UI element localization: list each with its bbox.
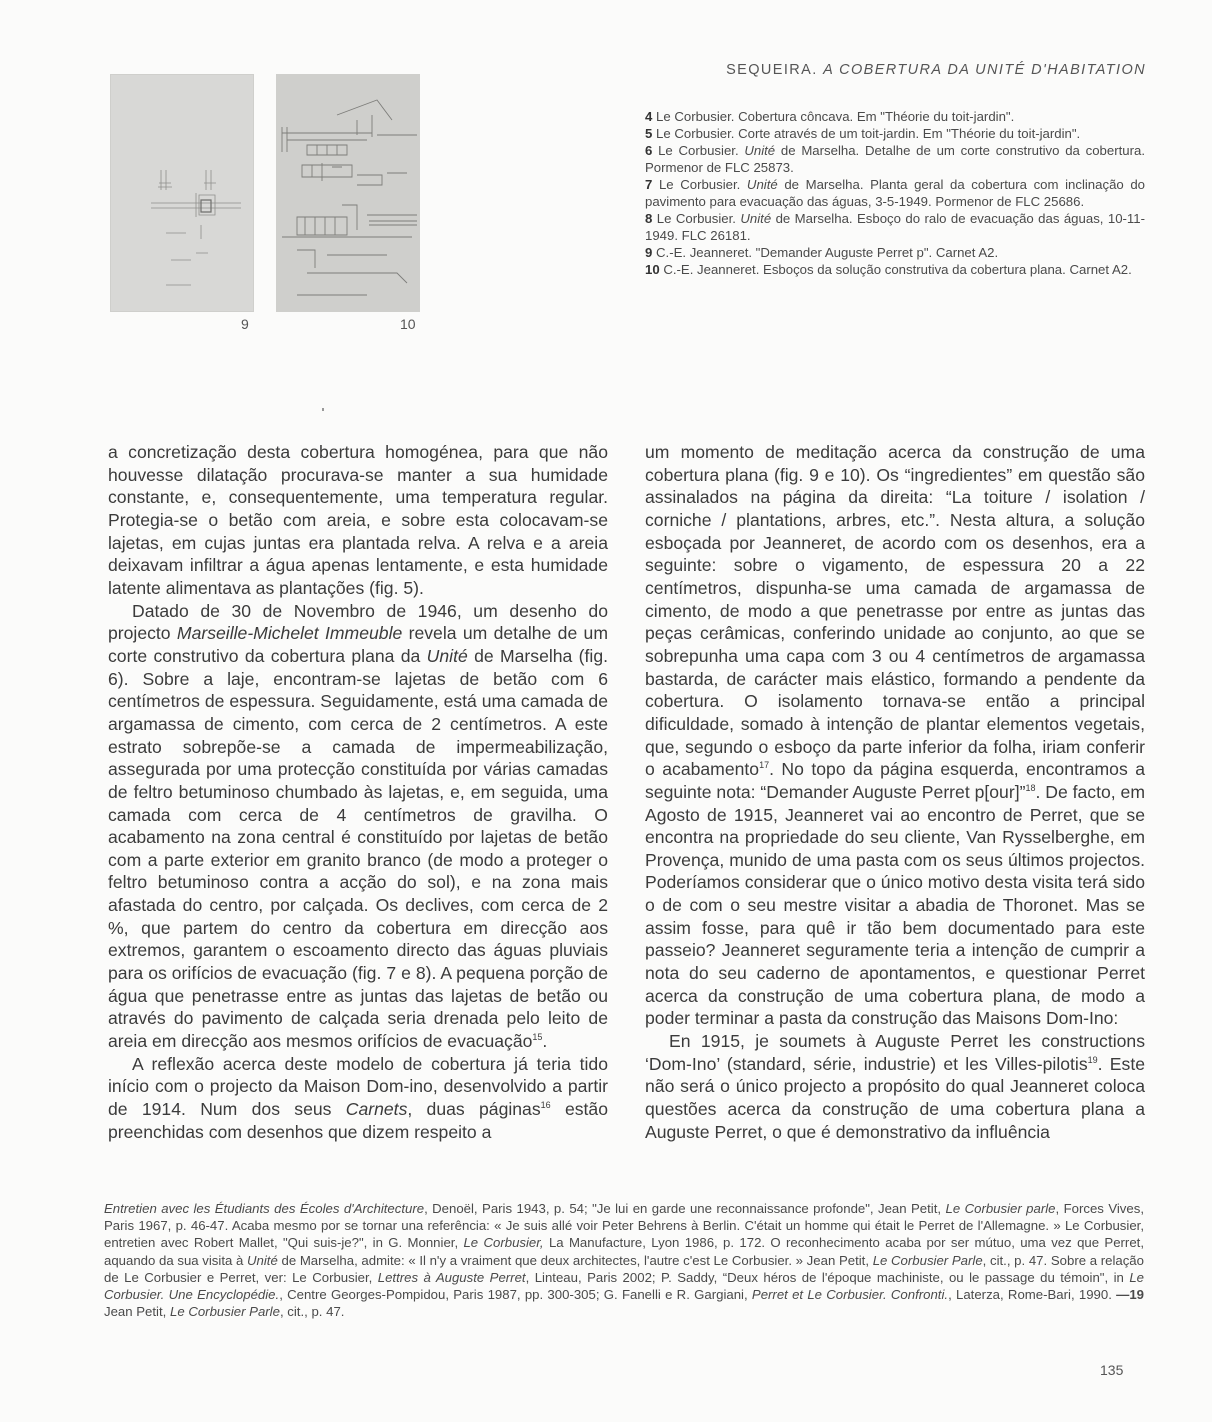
running-head-title: A COBERTURA DA UNITÉ D'HABITATION	[823, 62, 1146, 78]
body-text: A reflexão acerca deste modelo de cobertura já teria tido início com o projecto da Maison Dom-ino, desenvolvido a partir de 1914. Num dos seus	[108, 1053, 608, 1120]
body-text: Carnets	[345, 1099, 408, 1120]
body-column-right	[645, 441, 1145, 1143]
caption-text: de Marselha. Detalhe de um corte construtivo da cobertura. Pormenor de FLC 25873.	[645, 143, 1146, 175]
footnote-text: Le Corbusier. Une Encyclopédie.	[104, 1269, 1144, 1303]
body-paragraph	[645, 1030, 1145, 1143]
caption-text: Le Corbusier.	[656, 211, 741, 226]
sketch-drawing-icon	[277, 75, 419, 311]
body-text: . De facto, em Agosto de 1915, Jeanneret vai ao encontro de Perret, que se encontra na propriedade do seu cliente, Van Rysselberghe, em Provença, munido de uma pasta com os seus últimos projectos. Poderíamos considerar que o único motivo desta visita terá sido o de com o seu mestre visitar a abadia de Thoronet. Mas se assim fosse, para quê ir tão bem documentado para este passeio? Jeanneret seguramente teria a intenção de cumprir a nota do seu caderno de apontamentos, e questionar Perret acerca da construção de uma cobertura plana, de modo a poder terminar a pasta da construção das Maisons Dom-Ino:	[645, 781, 1145, 1029]
body-text: . Este não será o único projecto a propósito do qual Jeanneret coloca questões acerca da construção de uma cobertura plana a Auguste Perret, o que é demonstrativo da influência	[645, 1053, 1146, 1142]
figure-caption	[645, 125, 1145, 142]
figure-caption	[645, 261, 1145, 278]
body-text: . No topo da página esquerda, encontramos a seguinte nota: “Demander Auguste Perret p[our]”	[645, 759, 1146, 802]
caption-number: 5	[645, 126, 656, 141]
body-text: En 1915, je soumets à Auguste Perret les constructions ‘Dom-Ino’ (standard, série, industrie) et les Villes-pilotis	[645, 1031, 1145, 1074]
footnote-text: —19	[1116, 1287, 1145, 1303]
caption-number: 4	[645, 109, 656, 124]
footnote-text: , cit., p. 47.	[279, 1304, 345, 1320]
caption-text: Le Corbusier.	[658, 143, 745, 158]
body-text: um momento de meditação acerca da construção de uma cobertura plana (fig. 9 e 10). Os “ingredientes” em questão são assinalados na página da direita: “La toiture / isolation / corniche / plantations, arbres, etc.”. Nesta altura, a solução esboçada por Jeanneret, de acordo com os desenhos, era a seguinte: sobre o vigamento, de espessura 20 a 22 centímetros, dispunha-se uma camada de argamassa de cimento, de modo a que penetrasse por entre as juntas das peças cerâmicas, conferindo unidade ao conjunto, ao que se sobrepunha uma capa com 3 ou 4 centímetros de argamassa bastarda, de carácter mais elástico, formando a pendente da cobertura. O isolamento tornava-se então a principal dificuldade, somado à intenção de plantar elementos vegetais, que, segundo o esboço da parte inferior da folha, iriam conferir o acabamento	[645, 442, 1145, 780]
stray-mark	[322, 408, 324, 411]
caption-text: Le Corbusier.	[658, 177, 747, 192]
body-column-left	[108, 441, 608, 1143]
footnote-text: , Laterza, Rome-Bari, 1990.	[948, 1287, 1117, 1303]
body-paragraph	[645, 441, 1145, 1030]
figure-caption	[645, 176, 1145, 210]
footnote-text: Entretien avec les Étudiants des Écoles d'Architecture	[104, 1201, 425, 1216]
footnote-text: Le Corbusier Parle	[169, 1304, 280, 1320]
body-text: , duas páginas	[407, 1099, 541, 1120]
footnotes	[104, 1200, 1144, 1320]
footnote-text: Perret et Le Corbusier. Confronti.	[751, 1287, 949, 1303]
footnote-text: Le Corbusier Parle	[872, 1252, 983, 1268]
footnote-text: , Forces Vives, Paris 1967, p. 46-47. Acaba mesmo por se tornar una referência: « Je suis allé voir Peter Behrens à Berlin. C'était un homme qui était le Perret de l'Allemagne. » Le Corbusier, entretien avec Robert Mallet, "Qui suis-je?", in G. Monnier,	[104, 1201, 1144, 1251]
caption-text: C.-E. Jeanneret. Esboços da solução construtiva da cobertura plana. Carnet A2.	[663, 262, 1132, 277]
body-paragraph	[108, 1053, 608, 1144]
body-text: revela um detalhe de um corte construtivo da cobertura plana da	[108, 623, 608, 666]
sketch-drawing-icon	[111, 75, 253, 311]
body-text: Unité	[426, 645, 468, 666]
caption-number: 10	[645, 262, 664, 277]
caption-number: 8	[645, 211, 657, 226]
figure-10-number: 10	[400, 316, 416, 332]
figure-9-number: 9	[241, 316, 249, 332]
body-text: Datado de 30 de Novembro de 1946, um desenho do projecto	[108, 600, 608, 644]
footnote-reference: 18	[1025, 782, 1036, 793]
footnote-text: Le Corbusier parle	[945, 1201, 1056, 1216]
body-text: de Marselha (fig. 6). Sobre a laje, encontram-se lajetas de betão com 6 centímetros de espessura. Seguidamente, está uma camada de argamassa de cimento, com cerca de 2 centímetros. A este estrato sobrepõe-se a camada de impermeabilização, assegurada por uma protecção constituída por várias camadas de feltro betuminoso chumbado às lajetas, e, em seguida, uma camada com cerca de 4 centímetros de gravilha. O acabamento na zona central é constituído por lajetas de betão com a parte exterior em granito branco (de modo a proteger o feltro betuminoso contra a acção do sol), e na zona mais afastada do centro, por calçada. Os declives, com cerca de 2 %, que partem do centro da cobertura em direcção aos extremos, garantem o escoamento directo das águas pluviais para os orifícios de evacuação (fig. 7 e 8). A pequena porção de água que penetrasse entre as juntas das lajetas de betão ou através do pavimento de calçada seria drenada pelo leito de areia em direcção aos mesmos orifícios de evacuação	[108, 645, 608, 1052]
figure-caption	[645, 108, 1145, 125]
footnote-text: Le Corbusier,	[463, 1235, 544, 1251]
footnote-reference: 15	[532, 1032, 543, 1043]
caption-number: 9	[645, 245, 656, 260]
caption-text: de Marselha. Esboço do ralo de evacuação das águas, 10-11-1949. FLC 26181.	[645, 211, 1146, 243]
footnote-text: de Marselha, admite: « Il n'y a vraiment que deux architectes, l'autre c'est Le Corbusier. » Jean Petit,	[277, 1252, 873, 1268]
footnote-text: La Manufacture, Lyon 1986, p. 172. O reconhecimento acaba por ser mútuo, uma vez que Perret, aquando da sua visita à	[104, 1235, 1144, 1268]
body-paragraph	[108, 441, 608, 600]
footnote-text: Lettres à Auguste Perret	[377, 1269, 526, 1285]
page-number: 135	[1100, 1362, 1124, 1378]
running-head	[600, 62, 1146, 78]
caption-text: C.-E. Jeanneret. "Demander Auguste Perret p". Carnet A2.	[656, 245, 999, 260]
caption-text: de Marselha. Planta geral da cobertura com inclinação do pavimento para evacuação das águas, 3-5-1949. Pormenor de FLC 25686.	[645, 177, 1146, 209]
footnote-text: Jean Petit,	[104, 1304, 170, 1320]
footnote-reference: 16	[540, 1100, 551, 1111]
caption-number: 6	[645, 143, 659, 158]
caption-number: 7	[645, 177, 659, 192]
figure-caption	[645, 244, 1145, 261]
footnote-reference: 19	[1087, 1054, 1098, 1065]
body-text: estão preenchidas com desenhos que dizem respeito a	[108, 1099, 608, 1142]
footnote-text: , cit., p. 47. Sobre a relação de Le Corbusier e Perret, ver: Le Corbusier,	[104, 1252, 1144, 1285]
body-text: a concretização desta cobertura homogénea, para que não houvesse dilatação procurava-se manter a sua humidade constante, e, consequentemente, uma temperatura regular. Protegia-se o betão com areia, e sobre esta colocavam-se lajetas, em cujas juntas era plantada relva. A relva e a areia deixavam infiltrar a água apenas lentamente, e esta humidade latente alimentava as plantações (fig. 5).	[108, 442, 608, 598]
figure-9-image	[110, 74, 254, 312]
footnote-text: , Denoël, Paris 1943, p. 54; "Je lui en garde une reconnaissance profonde", Jean Petit,	[424, 1201, 946, 1216]
caption-text: Unité	[746, 177, 778, 192]
running-head-author: SEQUEIRA.	[726, 62, 818, 78]
caption-text: Le Corbusier. Cobertura côncava. Em "Théorie du toit-jardin".	[656, 109, 1015, 124]
footnote-text: , Centre Georges-Pompidou, Paris 1987, pp. 300-305; G. Fanelli e R. Gargiani,	[279, 1287, 752, 1303]
figure-caption	[645, 210, 1145, 244]
figure-caption	[645, 142, 1145, 176]
figure-10-image	[276, 74, 420, 312]
figure-captions	[645, 108, 1145, 278]
caption-text: Unité	[740, 211, 772, 226]
caption-text: Unité	[744, 143, 776, 158]
footnote-text: Unité	[247, 1252, 278, 1268]
body-text: Marseille-Michelet Immeuble	[176, 623, 403, 644]
caption-text: Le Corbusier. Corte através de um toit-jardin. Em "Théorie du toit-jardin".	[656, 126, 1081, 141]
footnote-text: , Linteau, Paris 2002; P. Saddy, “Deux héros de l'époque machiniste, ou le passage du témoin", in	[525, 1269, 1130, 1285]
body-paragraph	[108, 600, 608, 1053]
body-text: .	[542, 1031, 548, 1052]
footnote-reference: 17	[759, 760, 770, 771]
